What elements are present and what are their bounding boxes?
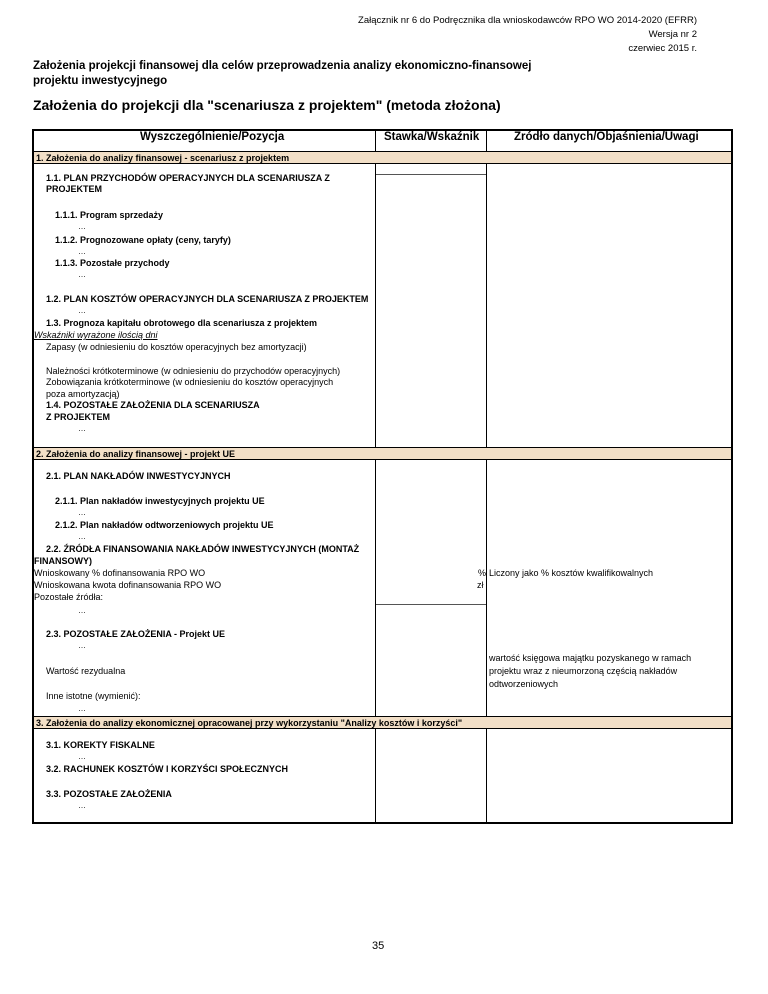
header-line3: czerwiec 2015 r. (628, 43, 697, 54)
header-line1: Załącznik nr 6 do Podręcznika dla wnioskodawców RPO WO 2014-2020 (EFRR) (358, 15, 697, 26)
section-2-header: 2. Założenia do analizy finansowej - projekt UE (34, 447, 731, 460)
row-2-2: 2.2. ŹRÓDŁA FINANSOWANIA NAKŁADÓW INWESTYCYJNYCH (MONTAŻ (46, 544, 360, 554)
ellipsis: … (78, 508, 86, 517)
row-1-4: 1.4. POZOSTAŁE ZAŁOŻENIA DLA SCENARIUSZA (46, 400, 260, 410)
row-2-3-residual-note-2: projektu wraz z nieumorzoną częścią nakładów (489, 666, 678, 676)
row-2-1-1: 2.1.1. Plan nakładów inwestycyjnych projektu UE (55, 496, 265, 506)
row-2-3-residual-note-1: wartość księgowa majątku pozyskanego w ramach (489, 653, 692, 663)
ellipsis: … (78, 641, 86, 650)
row-2-2-percent-note: Liczony jako % kosztów kwalifikowalnych (489, 568, 654, 578)
row-2-1: 2.1. PLAN NAKŁADÓW INWESTYCYJNYCH (46, 471, 231, 481)
row-1-2: 1.2. PLAN KOSZTÓW OPERACYJNYCH DLA SCENARIUSZA Z PROJEKTEM (46, 294, 369, 304)
row-3-1: 3.1. KOREKTY FISKALNE (46, 740, 155, 750)
section-1-header: 1. Założenia do analizy finansowej - scenariusz z projektem (34, 151, 731, 164)
page-number: 35 (372, 940, 385, 952)
ellipsis: … (78, 247, 86, 256)
row-1-3-receivables: Należności krótkoterminowe (w odniesieniu do przychodów operacyjnych) (46, 366, 341, 376)
ellipsis: … (78, 306, 86, 315)
row-1-3: 1.3. Prognoza kapitału obrotowego dla scenariusza z projektem (46, 318, 318, 328)
row-1-4-cont: Z PROJEKTEM (46, 412, 111, 422)
row-1-3-note: Wskaźniki wyrażone ilością dni (34, 330, 158, 340)
row-2-3-residual-note-3: odtworzeniowych (489, 679, 559, 689)
cell-line (376, 604, 486, 605)
document-title-line2: projektu inwestycyjnego (33, 75, 168, 87)
cell-line (376, 174, 486, 175)
ellipsis: … (78, 424, 86, 433)
row-2-2-amount-unit: zł (477, 580, 484, 590)
column-header-rate: Stawka/Wskaźnik (384, 131, 480, 143)
row-2-3-other: Inne istotne (wymienić): (46, 691, 141, 701)
section-3-header: 3. Założenia do analizy ekonomicznej opracowanej przy wykorzystaniu "Analizy kosztów i korzyści" (34, 716, 731, 729)
ellipsis: … (78, 222, 86, 231)
header-line2: Wersja nr 2 (648, 29, 697, 40)
row-3-3: 3.3. POZOSTAŁE ZAŁOŻENIA (46, 789, 172, 799)
row-1-3-liabilities: Zobowiązania krótkoterminowe (w odniesieniu do kosztów operacyjnych (46, 377, 334, 387)
row-2-3-residual: Wartość rezydualna (46, 666, 126, 676)
row-2-2-cont: FINANSOWY) (34, 556, 92, 566)
row-2-2-percent-unit: % (478, 568, 487, 578)
ellipsis: … (78, 606, 86, 615)
column-header-position: Wyszczególnienie/Pozycja (140, 131, 285, 143)
row-1-1-1: 1.1.1. Program sprzedaży (55, 210, 164, 220)
row-2-2-other: Pozostałe źródła: (34, 592, 104, 602)
section-title: Założenia do projekcji dla "scenariusza z projektem" (metoda złożona) (33, 97, 501, 113)
row-1-1: 1.1. PLAN PRZYCHODÓW OPERACYJNYCH DLA SCENARIUSZA Z (46, 173, 330, 183)
row-1-1-3: 1.1.3. Pozostałe przychody (55, 258, 170, 268)
ellipsis: … (78, 801, 86, 810)
row-2-2-amount: Wnioskowana kwota dofinansowania RPO WO (34, 580, 222, 590)
row-3-2: 3.2. RACHUNEK KOSZTÓW I KORZYŚCI SPOŁECZNYCH (46, 764, 289, 774)
document-title (33, 59, 633, 89)
document-title-line1: Założenia projekcji finansowej dla celów przeprowadzenia analizy ekonomiczno-finansowej (33, 60, 532, 72)
ellipsis: … (78, 270, 86, 279)
row-1-1-cont: PROJEKTEM (46, 184, 103, 194)
row-2-3: 2.3. POZOSTAŁE ZAŁOŻENIA - Projekt UE (46, 629, 226, 639)
row-2-2-percent: Wnioskowany % dofinansowania RPO WO (34, 568, 206, 578)
row-1-3-liabilities-cont: poza amortyzacją) (46, 389, 120, 399)
ellipsis: … (78, 704, 86, 713)
ellipsis: … (78, 532, 86, 541)
row-1-3-inventory: Zapasy (w odniesieniu do kosztów operacyjnych bez amortyzacji) (46, 342, 307, 352)
ellipsis: … (78, 752, 86, 761)
row-1-1-2: 1.1.2. Prognozowane opłaty (ceny, taryfy) (55, 235, 231, 245)
column-header-source: Źródło danych/Objaśnienia/Uwagi (514, 131, 699, 143)
row-2-1-2: 2.1.2. Plan nakładów odtworzeniowych projektu UE (55, 520, 274, 530)
